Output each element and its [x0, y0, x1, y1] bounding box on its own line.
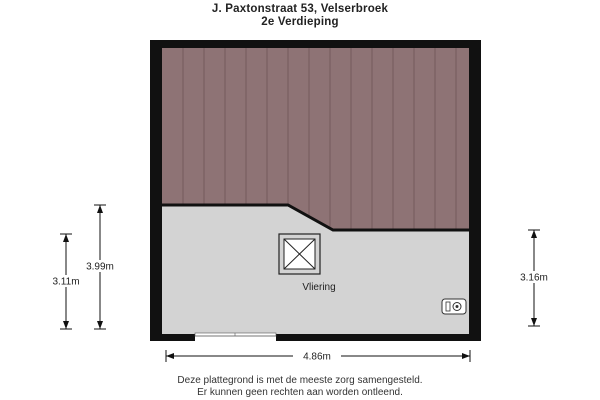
- room-label-vliering: Vliering: [302, 282, 336, 293]
- floor-title: 2e Verdieping: [261, 16, 339, 28]
- disclaimer-line-1: Deze plattegrond is met de meeste zorg samengesteld.: [177, 375, 423, 386]
- address-title: J. Paxtonstraat 53, Velserbroek: [211, 3, 389, 15]
- dimension-left-inner-label: 3.11m: [52, 276, 80, 288]
- dimension-width-label: 4.86m: [303, 351, 331, 363]
- window: [195, 333, 276, 336]
- dimension-right-label: 3.16m: [520, 272, 548, 284]
- dimension-left-outer-label: 3.99m: [86, 261, 114, 273]
- disclaimer-line-2: Er kunnen geen rechten aan worden ontleend.: [197, 387, 403, 398]
- boiler-icon: [442, 299, 466, 314]
- roof-slope-area: [162, 48, 469, 230]
